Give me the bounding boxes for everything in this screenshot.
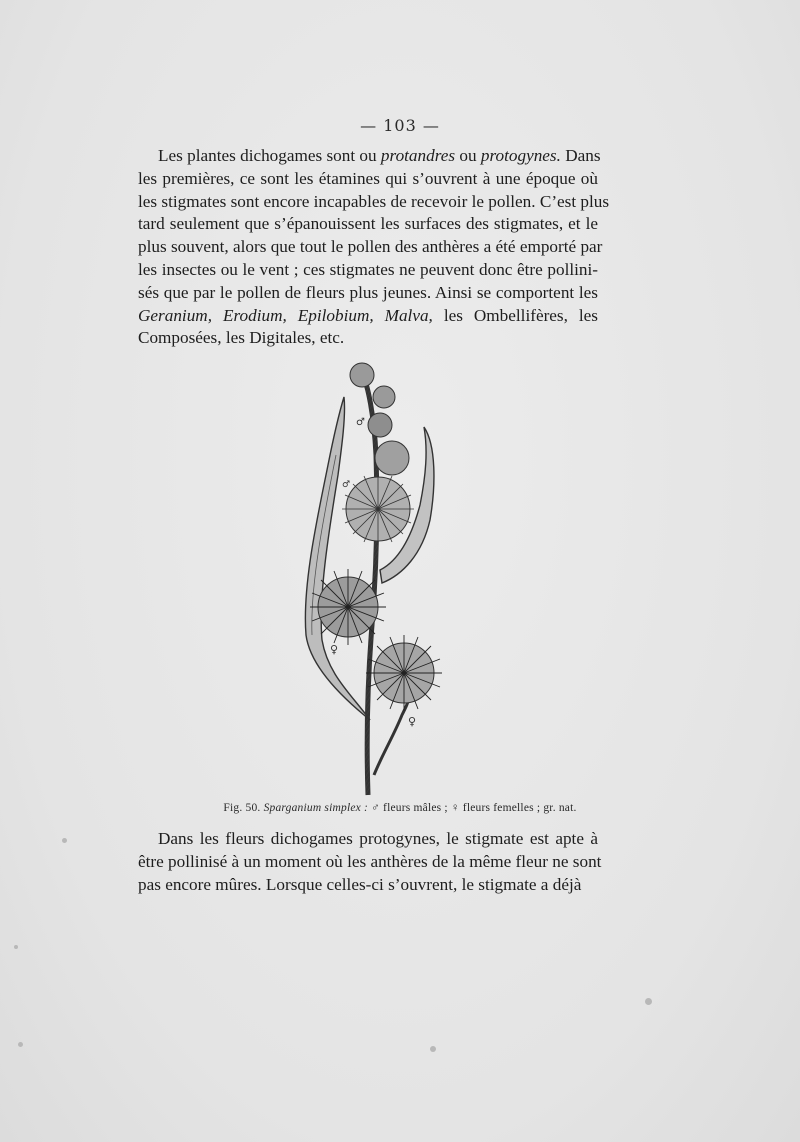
caption-female: ♀ fleurs femelles ; gr. nat. — [450, 802, 577, 814]
figure-caption — [0, 802, 800, 814]
text-line — [138, 327, 598, 350]
paper-speck — [18, 1042, 23, 1047]
paragraph-1 — [138, 145, 610, 350]
text-line — [138, 213, 598, 236]
lower-branch — [374, 695, 410, 775]
text-segment: plus souvent, alors que tout le pollen des anthères a été emporté par — [138, 237, 603, 257]
caption-label: Fig. 50. — [223, 802, 261, 814]
text-segment: les Ombellifères, les — [432, 305, 598, 325]
text-line — [138, 168, 598, 191]
text-line — [138, 191, 610, 214]
text-line — [138, 145, 601, 168]
paper-speck — [14, 945, 18, 949]
caption-species: Sparganium simplex : — [263, 802, 369, 814]
male-flower-heads — [342, 363, 414, 545]
text-segment: tard seulement que s’épanouissent les surfaces des stigmates, et le — [138, 214, 598, 234]
text-line — [138, 259, 598, 282]
text-segment: Dans — [560, 146, 601, 165]
text-line — [138, 305, 598, 328]
text-line — [138, 236, 603, 259]
italic-segment: protandres — [380, 146, 456, 165]
text-segment: Les plantes dichogames sont ou — [158, 146, 381, 165]
page-number: — 103 — — [360, 116, 440, 135]
text-line — [138, 874, 598, 897]
paper-speck — [430, 1046, 436, 1052]
text-line — [138, 282, 598, 305]
male-symbol-label-2: ♂ — [342, 480, 351, 490]
text-segment: les insectes ou le vent ; ces stigmates ne peuvent donc être pollini- — [138, 259, 598, 279]
text-segment: être pollinisé à un moment où les anthères de la même fleur ne sont — [138, 851, 602, 871]
male-symbol-label: ♂ — [356, 417, 365, 428]
paper-speck — [645, 998, 652, 1005]
sparganium-illustration — [290, 355, 460, 805]
female-symbol-label-2: ♀ — [408, 715, 417, 728]
left-leaf — [305, 397, 370, 720]
text-segment: sés que par le pollen de fleurs plus jeunes. Ainsi se comportent les — [138, 282, 598, 302]
female-symbol-label: ♀ — [330, 643, 339, 656]
text-line — [138, 828, 598, 851]
caption-male: ♂ fleurs mâles ; — [371, 802, 448, 814]
text-segment: Composées, les Digitales, etc. — [138, 328, 345, 348]
text-segment: les premières, ce sont les étamines qui s’ouvrent à une époque où — [138, 168, 598, 188]
italic-segment: Geranium, Erodium, Epilobium, Malva, — [138, 305, 433, 325]
paragraph-2 — [138, 828, 602, 896]
text-segment: pas encore mûres. Lorsque celles-ci s’ouvrent, le stigmate a déjà — [138, 874, 582, 894]
text-segment: les stigmates sont encore incapables de recevoir le pollen. C’est plus — [138, 191, 610, 211]
italic-segment: protogynes. — [480, 146, 561, 165]
text-segment: ou — [455, 146, 481, 165]
text-segment: Dans les fleurs dichogames protogynes, le stigmate est apte à — [158, 829, 598, 848]
text-line — [138, 851, 602, 874]
paper-speck — [62, 838, 67, 843]
